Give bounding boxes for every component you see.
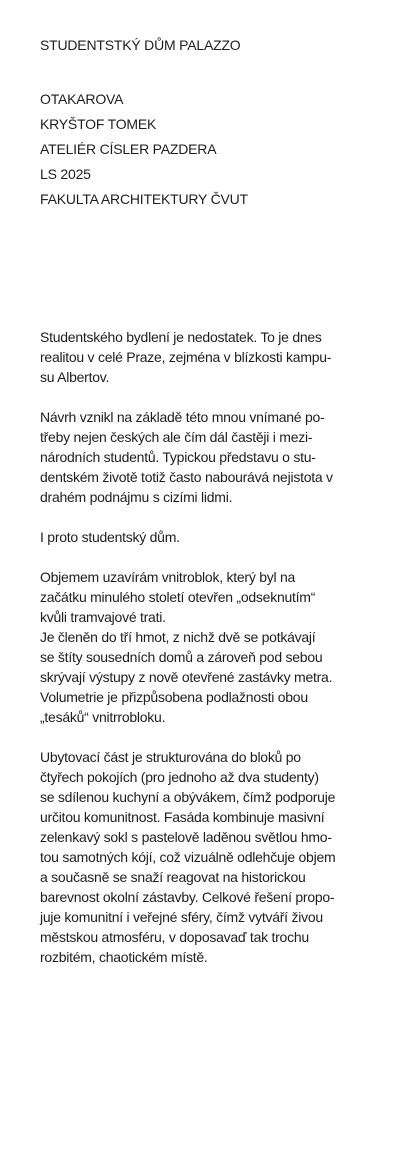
text-line: „tesáků“ vnitrrobloku. [40, 709, 166, 725]
meta-street: OTAKAROVA [40, 91, 124, 107]
text-line: Objemem uzavírám vnitroblok, který byl na [40, 569, 296, 585]
paragraph-2 [40, 407, 380, 507]
project-meta [40, 87, 380, 212]
text-line: začátku minulého století otevřen „odseknutím“ [40, 589, 316, 605]
text-line: určitou komunitnost. Fasáda kombinuje masivní [40, 809, 325, 825]
text-line: drahém podnájmu s cizími lidmi. [40, 489, 233, 505]
text-line: se štíty sousedních domů a zároveň pod sebou [40, 649, 323, 665]
text-line: Je členěn do tří hmot, z nichž dvě se potkávají [40, 629, 316, 645]
document-title: STUDENTSTKÝ DŮM PALAZZO [40, 37, 241, 53]
paragraph-4 [40, 567, 380, 727]
text-line: Volumetrie je přizpůsobena podlažnosti obou [40, 689, 308, 705]
text-line: Návrh vznikl na základě této mnou vnímané po- [40, 409, 325, 425]
text-line: dentském životě totiž často nabourává nejistota v [40, 469, 333, 485]
text-line: barevnost okolní zástavby. Celkové řešení propo- [40, 889, 335, 905]
text-line: juje komunitní i veřejné sféry, čímž vytváří živou [40, 909, 323, 925]
text-line: kvůli tramvajové trati. [40, 609, 166, 625]
text-line: Studentského bydlení je nedostatek. To je dnes [40, 329, 322, 345]
text-line: I proto studentský dům. [40, 529, 180, 545]
text-line: Ubytovací část je strukturována do bloků po [40, 749, 301, 765]
paragraph-1 [40, 327, 380, 387]
text-line: tou samotných kójí, což vizuálně odlehčuje objem [40, 849, 336, 865]
text-line: realitou v celé Praze, zejména v blízkosti kampu- [40, 349, 332, 365]
paragraph-5 [40, 747, 380, 967]
meta-studio: ATELIÉR CÍSLER PAZDERA [40, 141, 217, 157]
text-line: skrývají výstupy z nově otevřené zastávky metra. [40, 669, 333, 685]
text-line: čtyřech pokojích (pro jednoho až dva studenty) [40, 769, 319, 785]
meta-faculty: FAKULTA ARCHITEKTURY ČVUT [40, 191, 248, 207]
text-line: městskou atmosféru, v doposavaď tak trochu [40, 929, 309, 945]
paragraph-3 [40, 527, 380, 547]
text-line: a současně se snaží reagovat na historickou [40, 869, 306, 885]
text-line: rozbitém, chaotickém místě. [40, 949, 208, 965]
text-line: národních studentů. Typickou představu o stu- [40, 449, 316, 465]
body-text [40, 327, 380, 987]
meta-semester: LS 2025 [40, 166, 91, 182]
meta-author: KRYŠTOF TOMEK [40, 116, 157, 132]
text-line: třeby nejen českých ale čím dál častěji i mezi- [40, 429, 313, 445]
text-line: su Albertov. [40, 369, 110, 385]
text-line: se sdílenou kuchyní a obývákem, čímž podporuje [40, 789, 336, 805]
text-line: zelenkavý sokl s pastelově laděnou světlou hmo- [40, 829, 332, 845]
header-block [40, 37, 380, 212]
